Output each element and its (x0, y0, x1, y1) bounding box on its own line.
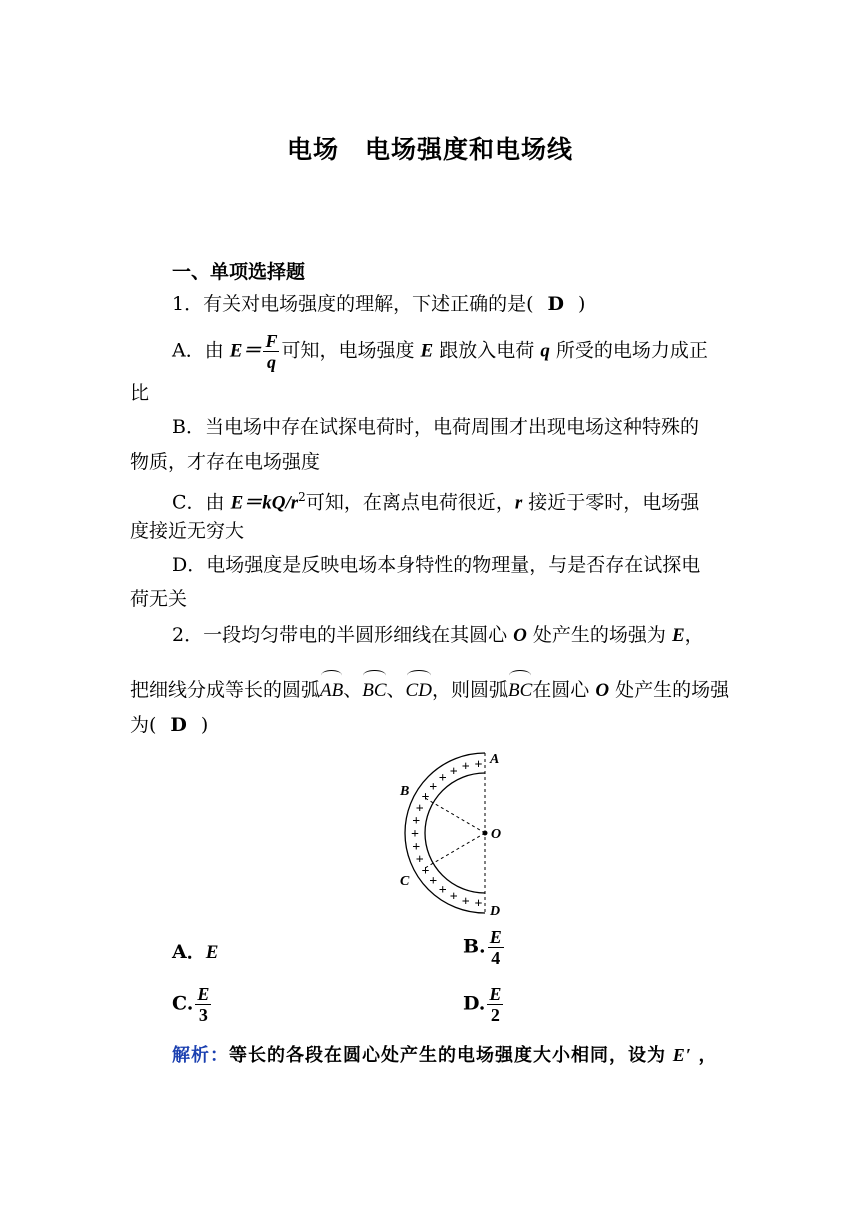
label-B: B (400, 784, 410, 799)
q2-sep1: 、 (343, 679, 363, 701)
q2-opt-c-num: E (197, 984, 210, 1004)
q2-opt-c-den: 3 (198, 1005, 208, 1025)
q2-stem2d: 处产生的场强 (615, 679, 730, 701)
q2-opt-a-val: E (205, 942, 219, 963)
q1-c-r: r (514, 492, 523, 514)
q1-option-c-line2: 度接近无穷大 (130, 520, 245, 542)
q2-arc-bc: BC (362, 680, 387, 701)
q2-opt-b-label: B. (463, 935, 486, 958)
q1-c-text2: 接近于零时，电场强 (528, 491, 700, 514)
analysis-text: 等长的各段在圆心处产生的电场强度大小相同，设为 (229, 1045, 666, 1066)
page-title: 电场 电场强度和电场线 (286, 135, 573, 164)
plus-sign: + (415, 852, 424, 868)
q1-a-den: q (266, 352, 276, 372)
q2-option-d (463, 985, 505, 1024)
q1-a-fraction (263, 332, 279, 371)
q1-a-q: q (540, 340, 550, 362)
plus-sign: + (461, 894, 470, 910)
q1-answer: D (547, 293, 564, 315)
analysis-E: E′ (672, 1045, 692, 1065)
q2-option-c (172, 985, 213, 1024)
q2-stem3a: 为( (130, 714, 157, 736)
q1-option-b-line1: B．当电场中存在试探电荷时，电荷周围才出现电场这种特殊的 (172, 416, 699, 438)
charge-signs (411, 757, 483, 911)
q2-stem2a: 把细线分成等长的圆弧 (130, 679, 321, 701)
q2-option-b (463, 928, 506, 967)
label-A: A (490, 752, 500, 767)
q1-a-num: F (265, 331, 278, 351)
analysis-label: 解析： (172, 1045, 229, 1066)
q1-a-text: 可知，电场强度 (281, 339, 415, 362)
plus-sign: + (412, 839, 421, 855)
q1-a-prefix: A．由 (172, 339, 224, 362)
q2-stem-line3 (130, 713, 208, 737)
section-heading: 一、单项选择题 (172, 261, 306, 283)
q2-opt-b-den: 4 (491, 948, 501, 968)
label-O: O (491, 827, 502, 842)
q1-option-a (172, 332, 708, 371)
plus-sign: + (421, 863, 430, 879)
radius-oc (425, 833, 485, 868)
q2-option-a (172, 940, 218, 965)
q1-c-text: 可知，在离点电荷很近， (305, 491, 515, 514)
q2-opt-c-label: C. (172, 992, 194, 1015)
q1-a-E: E (420, 340, 434, 362)
radius-ob (425, 798, 485, 833)
plus-sign: + (449, 889, 458, 905)
q1-c-eq: E＝kQ/r (230, 492, 299, 514)
q2-opt-d-num: E (489, 984, 502, 1004)
q2-O: O (513, 625, 527, 646)
q2-opt-d-label: D. (463, 992, 486, 1015)
q2-arc-bc2: BC (507, 680, 533, 701)
q1-option-b-line2: 物质，才存在电场强度 (130, 451, 321, 473)
analysis-end: ， (698, 1045, 718, 1066)
q2-stem-line2 (130, 678, 729, 703)
q1-c-prefix: C．由 (172, 491, 225, 514)
plus-sign: + (449, 764, 458, 780)
plus-sign: + (438, 882, 447, 898)
q1-stem-text: 1．有关对电场强度的理解，下述正确的是( (172, 293, 534, 315)
plus-sign: + (461, 759, 470, 775)
q1-option-a-cont: 比 (130, 382, 150, 404)
q1-option-c (172, 485, 699, 515)
q2-stem1: 2．一段均匀带电的半圆形细线在其圆心 (172, 624, 508, 646)
plus-sign: + (429, 874, 438, 890)
q2-arc-cd: CD (405, 680, 432, 701)
semicircle-figure (390, 745, 520, 925)
q2-opt-d-den: 2 (490, 1005, 500, 1025)
plus-sign: + (421, 790, 430, 806)
q2-E: E (671, 625, 685, 646)
q2-stem2b: ，则圆弧 (431, 679, 508, 701)
q2-stem3b: ) (200, 714, 209, 736)
q2-O2: O (595, 680, 610, 701)
q1-a-text2: 跟放入电荷 (439, 339, 535, 362)
q2-opt-a-label: A． (172, 941, 206, 963)
q2-analysis (172, 1043, 718, 1068)
q2-stem2c: 在圆心 (532, 679, 590, 701)
q1-a-eq: E＝ (229, 340, 262, 362)
q2-opt-c-frac (195, 985, 211, 1024)
plus-sign: + (429, 779, 438, 795)
q1-stem-end: ) (578, 293, 586, 315)
q2-stem-line1 (172, 623, 704, 648)
center-point (483, 831, 488, 836)
plus-sign: + (415, 801, 424, 817)
q2-opt-b-frac (488, 928, 504, 967)
plus-sign: + (474, 896, 483, 912)
q1-a-text3: 所受的电场力成正 (555, 339, 708, 362)
plus-sign: + (411, 827, 419, 842)
q1-stem (172, 292, 585, 316)
q2-opt-b-num: E (489, 927, 502, 947)
q1-c-sup: 2 (298, 490, 306, 504)
label-C: C (400, 874, 410, 889)
q2-stem1b: 处产生的场强为 (532, 624, 666, 646)
q2-stem1c: ， (684, 624, 704, 646)
label-D: D (490, 904, 501, 919)
q2-opt-d-frac (487, 985, 503, 1024)
q2-sep2: 、 (386, 679, 406, 701)
q2-arc-ab: AB (320, 680, 344, 701)
q1-option-d-line2: 荷无关 (130, 588, 188, 610)
plus-sign: + (412, 814, 421, 830)
plus-sign: + (438, 771, 447, 787)
q1-option-d-line1: D．电场强度是反映电场本身特性的物理量，与是否存在试探电 (172, 554, 701, 576)
q2-answer: D (170, 714, 187, 736)
plus-sign: + (474, 757, 483, 773)
